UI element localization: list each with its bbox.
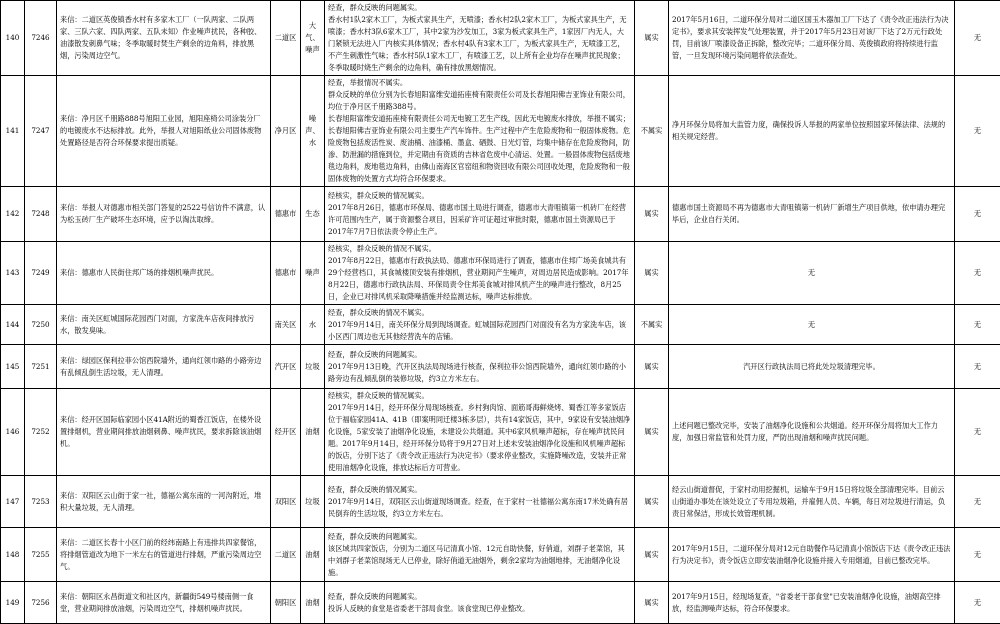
complaint-text: 来信：朝阳区永昌街道文和社区内，新疆街549号楼南侧一食堂，营业期间排放油烟，污染周边空气，排烟机噪声扰民。	[57, 582, 271, 624]
case-id: 7252	[25, 389, 57, 476]
accountability: 无	[955, 187, 1000, 242]
findings-text: 经核实，群众反映的情况不属实。 2017年8月22日，德惠市行政执法局、德惠市环保局进行了调查，德惠市住邦广场美食城共有29个经营档口，其食城楼顶安装有排烟机，营业期间产生噪声，对周边居民造成影响。2017年8月22日，德惠市行政执法局、环保局责令住邦美食城对排风机产生的噪声进行整改，8月25日，企业已对排风机采取降噪措施并经监测达标，噪声达标排放。	[325, 242, 635, 305]
complaint-text: 来信：二道区英俊镇香水村有多家木工厂（一队两家、二队两家、三队六家、四队两家、五队未知）作业噪声扰民，各种胶、油漆散发刺鼻气味；冬季取暖时焚生产剩余的边角料，排放黑烟，污染周边空气。	[57, 1, 271, 76]
case-id: 7247	[25, 76, 57, 187]
pollution-type: 油烟	[301, 528, 325, 582]
district: 朝阳区	[271, 582, 301, 624]
result-text: 2017年9月15日，二道环保分局对12元自助餐作马记清真小馆饭店下达《责令改正违法行为决定书》，责令饭店立即安装油烟净化设施并接入专用烟道，目前已整改完毕。	[669, 528, 955, 582]
case-id: 7248	[25, 187, 57, 242]
accountability: 无	[955, 305, 1000, 345]
row-number: 141	[1, 76, 25, 187]
pollution-type: 大气、噪声	[301, 1, 325, 76]
pollution-type: 水	[301, 305, 325, 345]
verdict: 属实	[635, 1, 669, 76]
pollution-type: 垃圾	[301, 345, 325, 389]
row-number: 142	[1, 187, 25, 242]
findings-text: 经查，群众反映的问题属实。 香水村1队2家木工厂，为板式家具生产，无喷漆；香水村2队2家木工厂，为板式家具生产，无喷漆；香水村3队6家木工厂，其中2家为沙发加工，3家为板式家具生产，1家因厂内无人，大门紧锁无法进入厂内核实具体情况；香水村4队有3家木工厂，为板式家具生产，无喷漆工艺，不产生刺激性气味；香水村5队1家木工厂，有喷漆工艺，以上所有企业均存在噪声扰民现象；冬季取暖时烧生产剩余的边角料，确有排放黑烟情况。	[325, 1, 635, 76]
complaint-text: 来信：南关区虹城国际花园西门对面，方家洗车店夜间排放污水，散发臭味。	[57, 305, 271, 345]
accountability: 无	[955, 76, 1000, 187]
pollution-type: 生态	[301, 187, 325, 242]
district: 二道区	[271, 528, 301, 582]
case-id: 7255	[25, 528, 57, 582]
accountability: 无	[955, 389, 1000, 476]
table-row	[1, 582, 1000, 624]
pollution-type: 噪声、水	[301, 76, 325, 187]
findings-text: 经查，举报情况不属实。 群众反映的单位分别为长春旭阳富维安道拓座椅有限责任公司及长春旭阳佛吉亚饰业有限公司，均位于净月区千朋路388号。 长春旭阳富维安道拓座椅有限责任公司无电镀工艺生产线，因此无电镀废水排放，举报不属实； 长春旭阳佛吉亚饰业有限公司主要生产汽车饰件。生产过程中产生危险废物和一般固体废物。危险废物包括废活性炭、废油桶、油漆桶、墨盒、硒鼓、日光灯管，均集中储存在危险废物间，防渗、防泄漏的措施到位，并定期由有资质的吉林省危废中心清运、处置。一般固体废物包括废地毯边角料，废地毯边角料，由佛山南海区官窑纽和物资回收有限公司回收处理，危险废物和一般固体废物的处置方式均符合环保要求。	[325, 76, 635, 187]
accountability: 无	[955, 476, 1000, 528]
pollution-type: 噪声	[301, 242, 325, 305]
result-text: 2017年5月16日，二道环保分局对二道区国玉木器加工厂下达了《责令改正违法行为决定书》，要求其安装挥发气处理装置，并于2017年5月23日对该厂下达了2万元行政处罚，目前该厂喷漆设备正拆除，整改完毕；二道环保分局、英俊镇政府将持续进行监管，一旦发现环境污染问题将依法查处。	[669, 1, 955, 76]
verdict: 属实	[635, 389, 669, 476]
result-text: 德惠市国土资源局不再为德惠市大青咀镇第一机砖厂新增生产项目供地，依申请办理完毕后，企业自行关闭。	[669, 187, 955, 242]
accountability: 无	[955, 528, 1000, 582]
table-row	[1, 389, 1000, 476]
row-number: 140	[1, 1, 25, 76]
row-number: 147	[1, 476, 25, 528]
district: 经开区	[271, 389, 301, 476]
result-text: 汽开区行政执法局已将此处垃圾清理完毕。	[669, 345, 955, 389]
table-row	[1, 242, 1000, 305]
pollution-type: 油烟	[301, 389, 325, 476]
complaint-text: 来信：举报人对德惠市相关部门答复的2522号信访件不满意，认为松玉砖厂生产破坏生态环境，应予以淘汰取缔。	[57, 187, 271, 242]
result-text: 无	[669, 242, 955, 305]
complaint-text: 来信：二道区长春十小区门前的经纬南路上有违排共四家餐馆，将排烟管道改为地下一米左右的管道进行排烟，严重污染周边空气。	[57, 528, 271, 582]
table-row	[1, 305, 1000, 345]
pollution-type: 油烟	[301, 582, 325, 624]
case-id: 7250	[25, 305, 57, 345]
verdict: 不属实	[635, 76, 669, 187]
accountability: 无	[955, 582, 1000, 624]
row-number: 144	[1, 305, 25, 345]
result-text: 上述问题已整改完毕，安装了油烟净化设施和公共烟道。经开环保分局将加大工作力度，加强日常监管和处罚力度，严防出现油烟和噪声扰民问题。	[669, 389, 955, 476]
accountability: 无	[955, 1, 1000, 76]
verdict: 属实	[635, 345, 669, 389]
table-row	[1, 1, 1000, 76]
table-row	[1, 76, 1000, 187]
complaint-text: 来信：净月区千朋路888号旭阳工业园，旭阳座椅公司涂装分厂的电镀废水不达标排放。此外，举报人对旭阳纸业公司固体废物处置路径是否符合环保要求提出质疑。	[57, 76, 271, 187]
findings-text: 经查，群众反映的问题属实。 该区域共四家饭店，分别为二道区马记清真小馆、12元自助快餐，好俏道，刘群子老菜馆，其中刘群子老菜馆现场无人已停业，除好俏道无油烟外，剩余2家均为油烟地排，无油烟净化设施。	[325, 528, 635, 582]
findings-text: 经查，群众反映的情况不属实。 2017年9月14日，南关环保分局到现场调查。虹城国际花园西门对面没有名为方家洗车店，该小区西门周边也无其他经营洗车的店铺。	[325, 305, 635, 345]
complaint-text: 来信：经开区国际临家园小区41A附近的蜀香江饭店，在楼外设置排烟机，营业期间排放油烟刺鼻、噪声扰民，要求拆除该油烟机。	[57, 389, 271, 476]
result-text: 经云山街道督促，于家村动用挖掘机，运输车于9月15日将垃圾全部清理完毕。目前云山街道办事处在该处设立了专用垃圾箱，并雇佣人员、车辆，每日对垃圾进行清运，负责日常保洁，形成长效管理机制。	[669, 476, 955, 528]
case-id: 7253	[25, 476, 57, 528]
case-id: 7246	[25, 1, 57, 76]
verdict: 属实	[635, 528, 669, 582]
case-id: 7249	[25, 242, 57, 305]
verdict: 属实	[635, 242, 669, 305]
district: 净月区	[271, 76, 301, 187]
row-number: 143	[1, 242, 25, 305]
verdict: 属实	[635, 187, 669, 242]
findings-text: 经查，群众反映的问题属实。 2017年9月13日晚，汽开区执法局现场进行核查，保利拉菲公馆西院墙外，通向红领巾路的小路旁边有乱倾乱倒的装修垃圾，约3立方米左右。	[325, 345, 635, 389]
result-text: 无	[669, 305, 955, 345]
row-number: 145	[1, 345, 25, 389]
accountability: 无	[955, 345, 1000, 389]
complaint-text: 来信：德惠市人民街住邦广场的排烟机噪声扰民。	[57, 242, 271, 305]
district: 德惠市	[271, 242, 301, 305]
complaint-text: 来信：绿园区保利拉菲公馆西院墙外，通向红领巾路的小路旁边有乱倾乱倒生活垃圾，无人清理。	[57, 345, 271, 389]
table-row	[1, 476, 1000, 528]
district: 南关区	[271, 305, 301, 345]
row-number: 149	[1, 582, 25, 624]
table-row	[1, 345, 1000, 389]
accountability: 无	[955, 242, 1000, 305]
pollution-type: 垃圾	[301, 476, 325, 528]
district: 汽开区	[271, 345, 301, 389]
complaint-text: 来信：双阳区云山街于家一社，德福公寓东南的一河沟附近，堆积大量垃圾，无人清理。	[57, 476, 271, 528]
district: 德惠市	[271, 187, 301, 242]
district: 双阳区	[271, 476, 301, 528]
case-id: 7251	[25, 345, 57, 389]
table-row	[1, 187, 1000, 242]
row-number: 148	[1, 528, 25, 582]
table-row	[1, 528, 1000, 582]
findings-text: 经核实，群众反映的情况属实。 2017年8月26日，德惠市环保局、德惠市国土局进行调查，德惠市大青咀镇第一机砖厂在经营许可范围内生产，属于资源整合项目，因采矿许可证超过审批时限，德惠市国土资源局已于2017年7月7日依法责令停止生产。	[325, 187, 635, 242]
findings-text: 经查，群众反映的问题属实。 投诉人反映的食堂是省委老干部局食堂。该食堂现已停业整改。	[325, 582, 635, 624]
district: 二道区	[271, 1, 301, 76]
case-id: 7256	[25, 582, 57, 624]
result-text: 净月环保分局将加大监管力度，确保投诉人举报的两家单位按照国家环保法律、法规的相关规定经营。	[669, 76, 955, 187]
result-text: 2017年9月15日，经现场复查，"省委老干部食堂"已安装油烟净化设施，油烟高空排放，经监测噪声达标，符合环保要求。	[669, 582, 955, 624]
verdict: 属实	[635, 582, 669, 624]
verdict: 属实	[635, 476, 669, 528]
verdict: 不属实	[635, 305, 669, 345]
findings-text: 经查，群众反映的情况属实。 2017年9月14日，双阳区云山街道现场调查。经查，在于家村一社德福公寓东南17米处确有居民倒弃的生活垃圾，约3立方米左右。	[325, 476, 635, 528]
findings-text: 经核实，群众反映的情况属实。 2017年9月14日，经开环保分局现场核查。乡村狗肉馆、面筋哥海鲜烧烤、蜀香江等多家饭店位于福临家园41A、41B（即案明同迁楼3栋多层），共有14家饭店，其中，9家设有安装油烟净化设施，5家安装了油烟净化设施，未建设公共烟道。其中6家风机噪声超标，存在噪声扰民问题。2017年9月14日，经开环保分局将于9月27日对上述未安装油烟净化设施和风机噪声超标的饭店，分别下达了《责令改正违法行为决定书》（要求停业整改，实施降噪改造，安装并正常使用油烟净化设施，排放达标后方可营业。	[325, 389, 635, 476]
row-number: 146	[1, 389, 25, 476]
